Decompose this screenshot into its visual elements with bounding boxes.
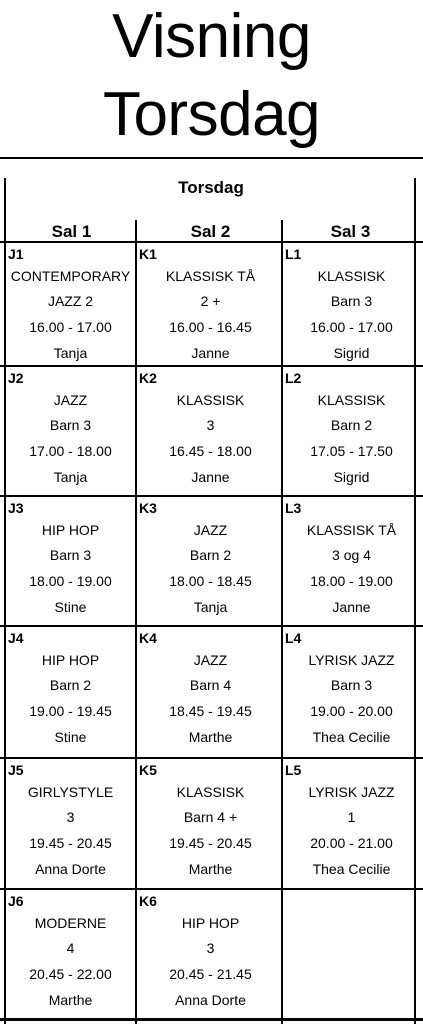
class-teacher: Thea Cecilie	[312, 729, 391, 745]
class-code: K6	[139, 893, 157, 909]
class-style: GIRLYSTYLE	[27, 784, 114, 800]
class-teacher: Tanja	[193, 599, 228, 615]
class-code: L5	[285, 762, 302, 778]
class-teacher: Stine	[54, 729, 87, 745]
class-time: 18.00 - 18.45	[169, 573, 252, 589]
class-teacher: Janne	[191, 469, 230, 485]
class-level: Barn 3	[330, 293, 373, 309]
page-title-line1: Visning	[112, 2, 311, 71]
class-time: 18.00 - 19.00	[310, 573, 393, 589]
class-style: HIP HOP	[41, 652, 100, 668]
grid-hline-1	[0, 241, 423, 243]
class-code: L1	[285, 246, 302, 262]
grid-hline-3	[0, 495, 423, 497]
class-teacher: Janne	[191, 345, 230, 361]
page-title-line2: Torsdag	[102, 80, 321, 149]
grid-hline-0	[0, 157, 423, 159]
class-code: K5	[139, 762, 157, 778]
class-time: 20.45 - 21.45	[169, 966, 252, 982]
class-level: 3 og 4	[332, 547, 371, 563]
class-time: 19.45 - 20.45	[169, 835, 252, 851]
class-time: 19.00 - 19.45	[29, 703, 112, 719]
class-code: K3	[139, 500, 157, 516]
class-style: KLASSISK	[317, 268, 386, 284]
class-teacher: Anna Dorte	[175, 992, 246, 1008]
class-style: HIP HOP	[41, 522, 100, 538]
class-level: 2 +	[200, 293, 221, 309]
class-style: JAZZ	[193, 652, 228, 668]
class-level: 3	[206, 417, 215, 433]
class-teacher: Marthe	[188, 729, 233, 745]
grid-hline-bottom	[0, 1018, 423, 1021]
class-level: Barn 2	[330, 417, 373, 433]
class-code: K1	[139, 246, 157, 262]
class-teacher: Stine	[54, 599, 87, 615]
class-time: 17.05 - 17.50	[310, 443, 393, 459]
class-style: CONTEMPORARY	[10, 268, 131, 284]
class-code: J4	[8, 630, 24, 646]
class-code: L3	[285, 500, 302, 516]
class-teacher: Tanja	[53, 345, 88, 361]
class-level: 1	[347, 809, 356, 825]
class-teacher: Marthe	[188, 861, 233, 877]
class-teacher: Sigrid	[333, 345, 370, 361]
class-style: JAZZ	[193, 522, 228, 538]
class-time: 18.45 - 19.45	[169, 703, 252, 719]
grid-hline-2	[0, 365, 423, 367]
class-level: Barn 2	[49, 677, 92, 693]
hall-header-3: Sal 3	[330, 222, 371, 241]
class-level: Barn 4	[189, 677, 232, 693]
class-level: Barn 2	[189, 547, 232, 563]
class-level: Barn 3	[49, 547, 92, 563]
class-time: 19.00 - 20.00	[310, 703, 393, 719]
class-time: 19.45 - 20.45	[29, 835, 112, 851]
class-level: 3	[206, 940, 215, 956]
class-code: J1	[8, 246, 24, 262]
class-teacher: Tanja	[53, 469, 88, 485]
class-code: J6	[8, 893, 24, 909]
class-teacher: Thea Cecilie	[312, 861, 391, 877]
class-style: KLASSISK TÅ	[165, 268, 256, 284]
class-level: JAZZ 2	[47, 293, 94, 309]
class-style: JAZZ	[53, 392, 88, 408]
class-style: LYRISK JAZZ	[308, 784, 395, 800]
class-teacher: Anna Dorte	[35, 861, 106, 877]
class-style: KLASSISK	[176, 784, 245, 800]
class-code: J2	[8, 370, 24, 386]
class-time: 18.00 - 19.00	[29, 573, 112, 589]
class-style: HIP HOP	[181, 915, 240, 931]
class-teacher: Marthe	[48, 992, 93, 1008]
class-time: 20.45 - 22.00	[29, 966, 112, 982]
hall-header-2: Sal 2	[190, 222, 231, 241]
class-code: L4	[285, 630, 302, 646]
class-style: KLASSISK	[176, 392, 245, 408]
class-level: Barn 3	[49, 417, 92, 433]
class-time: 16.00 - 17.00	[29, 319, 112, 335]
class-time: 16.00 - 16.45	[169, 319, 252, 335]
grid-hline-5	[0, 757, 423, 759]
grid-hline-6	[0, 888, 423, 890]
class-code: J5	[8, 762, 24, 778]
class-style: MODERNE	[34, 915, 107, 931]
class-level: Barn 4 +	[183, 809, 238, 825]
class-code: L2	[285, 370, 302, 386]
class-teacher: Janne	[332, 599, 371, 615]
hall-header-1: Sal 1	[51, 222, 92, 241]
class-code: J3	[8, 500, 24, 516]
class-code: K2	[139, 370, 157, 386]
class-time: 20.00 - 21.00	[310, 835, 393, 851]
class-level: 4	[66, 940, 75, 956]
grid-vline-col-2	[281, 220, 283, 1024]
class-code: K4	[139, 630, 157, 646]
class-time: 16.00 - 17.00	[310, 319, 393, 335]
class-style: KLASSISK	[317, 392, 386, 408]
class-time: 16.45 - 18.00	[169, 443, 252, 459]
class-level: Barn 3	[330, 677, 373, 693]
schedule-day-heading: Torsdag	[178, 178, 244, 197]
class-style: LYRISK JAZZ	[308, 652, 395, 668]
grid-hline-4	[0, 625, 423, 627]
class-time: 17.00 - 18.00	[29, 443, 112, 459]
grid-vline-col-1	[135, 220, 137, 1024]
class-style: KLASSISK TÅ	[306, 522, 397, 538]
class-level: 3	[66, 809, 75, 825]
class-teacher: Sigrid	[333, 469, 370, 485]
